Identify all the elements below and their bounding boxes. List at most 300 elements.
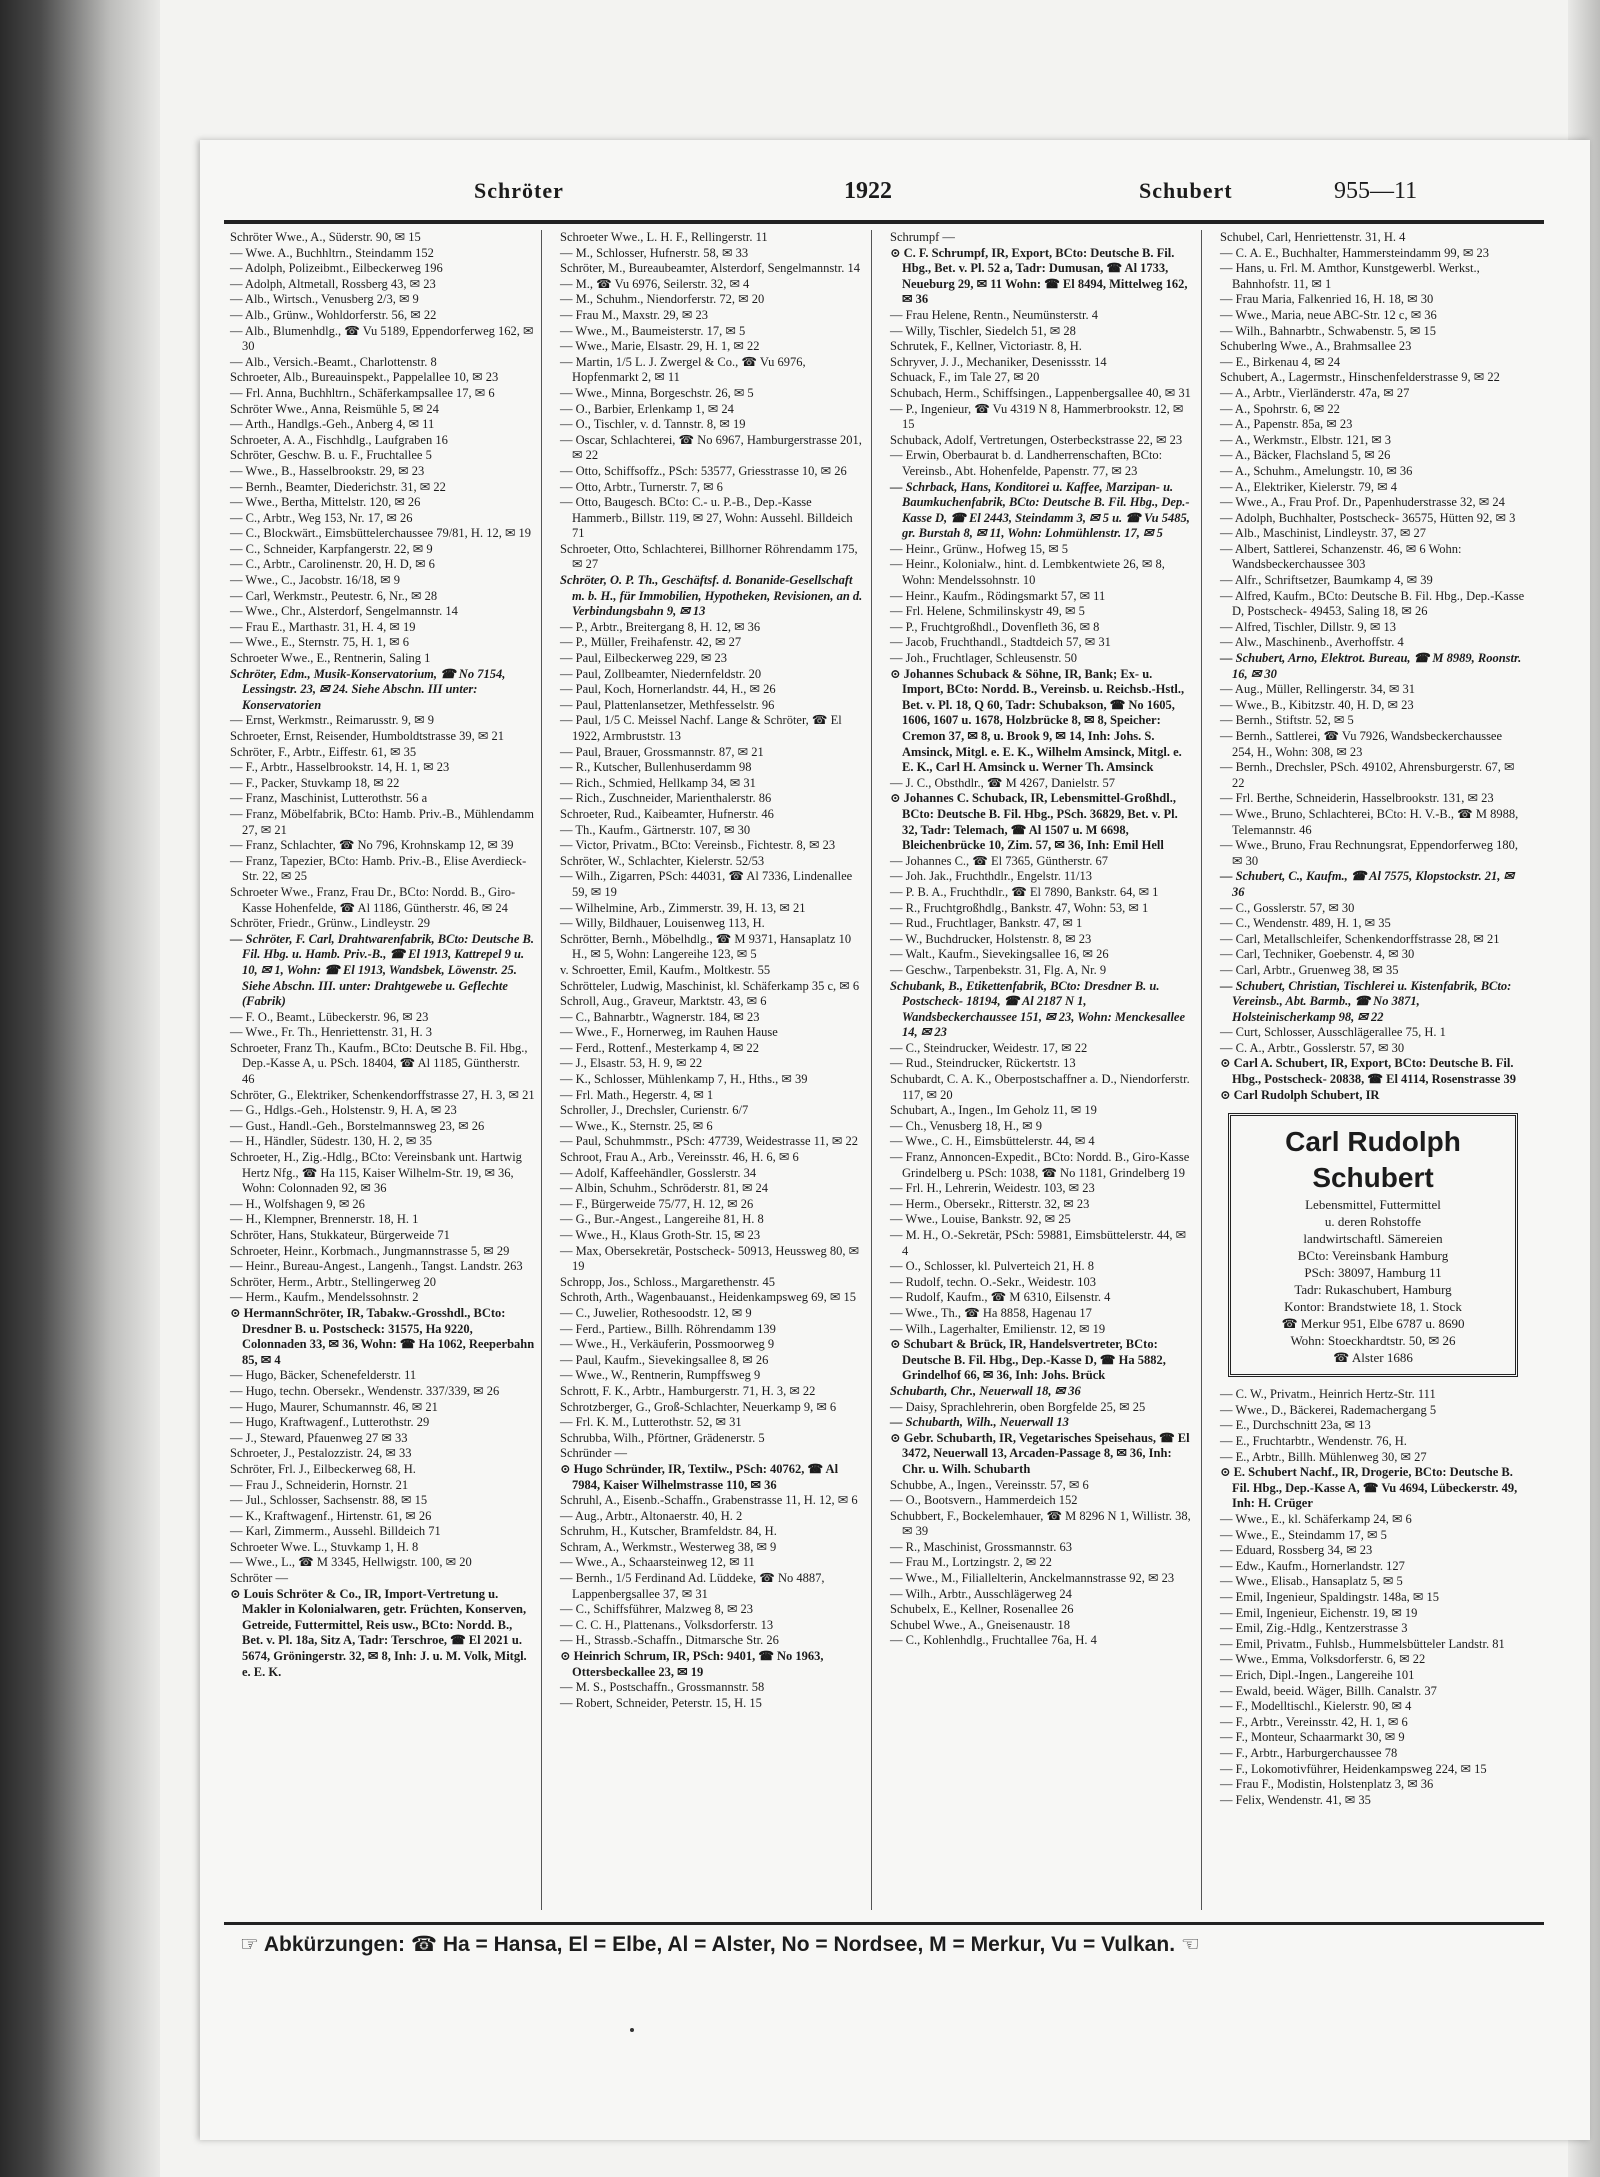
directory-entry: — Otto, Baugesch. BCto: C.- u. P.-B., Dep.-Kasse Hammerb., Billstr. 119, ✉ 27, Wohn: Aussehl. Billdeich 71	[560, 495, 853, 541]
directory-entry: — M., ☎ Vu 6976, Seilerstr. 32, ✉ 4	[560, 276, 750, 291]
directory-entry: — Rud., Fruchtlager, Bankstr. 47, ✉ 1	[890, 916, 1083, 931]
directory-entry: ⊙ Johannes Schuback & Söhne, IR, Bank; Ex- u. Import, BCto: Nordd. B., Vereinsb. u. Reichsb.-Hstl., Bet. v. Pl. 18, Q 60, Tadr: Schubakson, ☎ No 1605, 1606, 1607 u. 1678, Holzbrücke 8, ✉ 8, Speicher: Cremon 37, ✉ 8, u. Brook 9, ✉ 14, Inh: Johs. S. Amsinck, Mitgl. e. E. K., Wilhelm Amsinck, Mitgl. e. E. K., Carl H. Amsinck u. Werner Th. Amsinck	[890, 666, 1185, 775]
directory-entry: — Wwe., M., Filiallelterin, Anckelmannstrasse 92, ✉ 23	[890, 1571, 1175, 1586]
directory-entry: ⊙ HermannSchröter, IR, Tabakw.-Grosshdl., BCto: Dresdner B. u. Postscheck: 31575, Ha 9220, Colonnaden 33, ✉ 36, Wohn: ☎ Ha 1062, Reeperbahn 85, ✉ 4	[230, 1305, 535, 1367]
directory-entry: — W., Buchdrucker, Holstenstr. 8, ✉ 23	[890, 931, 1092, 946]
directory-entry: — Wwe., E., Steindamm 17, ✉ 5	[1220, 1527, 1387, 1542]
directory-entry: Schröter, Frl. J., Eilbeckerweg 68, H.	[230, 1461, 416, 1476]
directory-entry: — Ferd., Rottenf., Mesterkamp 4, ✉ 22	[560, 1040, 759, 1055]
directory-entry: — F., Arbtr., Harburgerchaussee 78	[1220, 1745, 1398, 1760]
directory-entry: — Frl. K. M., Lutterothstr. 52, ✉ 31	[560, 1415, 742, 1430]
directory-entry: — Wwe., Maria, neue ABC-Str. 12 c, ✉ 36	[1220, 307, 1437, 322]
directory-entry: — M., Schlosser, Hufnerstr. 58, ✉ 33	[560, 245, 749, 260]
directory-entry: — Alb., Maschinist, Lindleystr. 37, ✉ 27	[1220, 526, 1426, 541]
directory-entry: — H., Händler, Südestr. 130, H. 2, ✉ 35	[230, 1134, 432, 1149]
directory-entry: ⊙ Schubart & Brück, IR, Handelsvertreter, BCto: Deutsche B. Fil. Hbg., Dep.-Kasse D, ☎ Ha 5882, Grindelhof 66, ✉ 36, Inh: Johs. Brück	[890, 1337, 1166, 1383]
directory-entry: Schroeter Wwe., L. H. F., Rellingerstr. 11	[560, 230, 768, 244]
directory-entry: — Wwe., B., Kibitzstr. 40, H. D, ✉ 23	[1220, 697, 1414, 712]
directory-entry: — Carl, Metallschleifer, Schenkendorffstrasse 28, ✉ 21	[1220, 931, 1500, 946]
directory-page	[200, 140, 1590, 2140]
directory-entry: — M., Schuhm., Niendorferstr. 72, ✉ 20	[560, 292, 765, 307]
directory-entry: — Jacob, Fruchthandl., Stadtdeich 57, ✉ 31	[890, 635, 1111, 650]
directory-entry: Schröter, Herm., Arbtr., Stellingerweg 20	[230, 1274, 437, 1289]
column-4	[1214, 230, 1532, 1910]
directory-entry: — Wwe., Bruno, Schlachterei, BCto: H. V.-B., ☎ M 8988, Telemannstr. 46	[1220, 806, 1519, 837]
directory-entry: — Ewald, beeid. Wäger, Billh. Canalstr. 37	[1220, 1683, 1437, 1698]
directory-entry: Schroeter, Rud., Kaibeamter, Hufnerstr. 46	[560, 806, 774, 821]
advertisement-line: Kontor: Brandstwiete 18, 1. Stock	[1284, 1299, 1462, 1315]
directory-entry: — Frau J., Schneiderin, Hornstr. 21	[230, 1477, 409, 1492]
directory-entry: Schubbe, A., Ingen., Vereinsstr. 57, ✉ 6	[890, 1477, 1089, 1492]
directory-entry: — Martin, 1/5 L. J. Zwergel & Co., ☎ Vu 6976, Hopfenmarkt 2, ✉ 11	[560, 354, 806, 385]
directory-entry: — Alb., Versich.-Beamt., Charlottenstr. 8	[230, 354, 437, 369]
column-3	[884, 230, 1202, 1910]
directory-entry: — Wilh., Bahnarbtr., Schwabenstr. 5, ✉ 15	[1220, 323, 1436, 338]
directory-entry: — Emil, Ingenieur, Spaldingstr. 148a, ✉ 15	[1220, 1589, 1439, 1604]
directory-entry: — Max, Obersekretär, Postscheck- 50913, Heussweg 80, ✉ 19	[560, 1243, 860, 1274]
advertisement-line: ☎ Merkur 951, Elbe 6787 u. 8690	[1281, 1316, 1465, 1332]
directory-entry: — Robert, Schneider, Peterstr. 15, H. 15	[560, 1695, 762, 1710]
directory-entry: — O., Barbier, Erlenkamp 1, ✉ 24	[560, 401, 734, 416]
directory-entry: ⊙ Louis Schröter & Co., IR, Import-Vertretung u. Makler in Kolonialwaren, getr. Früchten, Konserven, Getreide, Futtermittel, Reis usw., BCto: Nordd. B., Bet. v. Pl. 18a, Sitz A, Tadr: Terschroe, ☎ El 2021 u. 5674, Gröningerstr. 32, ✉ 8, Inh: J. u. M. Volk, Mitgl. e. E. K.	[230, 1586, 527, 1679]
directory-entry: — C., Schneider, Karpfangerstr. 22, ✉ 9	[230, 541, 433, 556]
directory-entry: — Frau M., Lortzingstr. 2, ✉ 22	[890, 1555, 1052, 1570]
directory-entry: — Willy, Tischler, Siedelch 51, ✉ 28	[890, 323, 1076, 338]
advertisement-line: Lebensmittel, Futtermittel	[1305, 1197, 1441, 1213]
directory-entry: — J., Steward, Pfauenweg 27 ✉ 33	[230, 1430, 408, 1445]
directory-entry: — Wwe., D., Bäckerei, Rademachergang 5	[1220, 1402, 1437, 1417]
directory-entry: — A., Elektriker, Kielerstr. 79, ✉ 4	[1220, 479, 1397, 494]
directory-entry: — Wwe., Marie, Elsastr. 29, H. 1, ✉ 22	[560, 339, 760, 354]
directory-entry: — Bernh., 1/5 Ferdinand Ad. Lüddeke, ☎ No 4887, Lappenbergsallee 37, ✉ 31	[560, 1571, 825, 1601]
directory-entry: — F., Monteur, Schaarmarkt 30, ✉ 9	[1220, 1730, 1405, 1745]
directory-entry: Schröter, G., Elektriker, Schenkendorffstrasse 27, H. 3, ✉ 21	[230, 1087, 535, 1102]
directory-entry: — Heinr., Kaufm., Rödingsmarkt 57, ✉ 11	[890, 588, 1106, 603]
directory-entry: — Schubert, Christian, Tischlerei u. Kistenfabrik, BCto: Vereinsb., Abt. Barmb., ☎ No 3871, Holsteinischerkamp 98, ✉ 22	[1220, 978, 1512, 1024]
directory-entry: Schrutek, F., Kellner, Victoriastr. 8, H.	[890, 339, 1082, 354]
directory-entry: — H., Klempner, Brennerstr. 18, H. 1	[230, 1212, 419, 1227]
directory-entry: — Wwe., Elisab., Hansaplatz 5, ✉ 5	[1220, 1574, 1403, 1589]
directory-entry: — Rud., Steindrucker, Rückertstr. 13	[890, 1056, 1076, 1071]
directory-entry: — Wilh., Lagerhalter, Emilienstr. 12, ✉ 19	[890, 1321, 1106, 1336]
directory-entry: — Wwe., Bertha, Mittelstr. 120, ✉ 26	[230, 495, 421, 510]
directory-entry: — Adolph, Buchhalter, Postscheck- 36575, Hütten 92, ✉ 3	[1220, 510, 1516, 525]
directory-entry: — Adolph, Altmetall, Rossberg 43, ✉ 23	[230, 276, 436, 291]
directory-entry: Schubardt, C. A. K., Oberpostschaffner a. D., Niendorferstr. 117, ✉ 20	[890, 1072, 1190, 1102]
directory-entry: — Hugo, techn. Obersekr., Wendenstr. 337/339, ✉ 26	[230, 1383, 500, 1398]
directory-entry: Schröter, M., Bureaubeamter, Alsterdorf, Sengelmannstr. 14	[560, 261, 860, 276]
directory-entry: — Paul, Schuhmmstr., PSch: 47739, Weidestrasse 11, ✉ 22	[560, 1134, 859, 1149]
advertisement-title: Carl Rudolph Schubert	[1285, 1126, 1461, 1194]
directory-entry: Schroeter, Heinr., Korbmach., Jungmannstrasse 5, ✉ 29	[230, 1243, 510, 1258]
directory-entry: — Franz, Schlachter, ☎ No 796, Krohnskamp 12, ✉ 39	[230, 838, 514, 853]
directory-entry: — F., Bürgerweide 75/77, H. 12, ✉ 26	[560, 1196, 754, 1211]
directory-entry: — Emil, Privatm., Fuhlsb., Hummelsbütteler Landstr. 81	[1220, 1636, 1505, 1651]
directory-entry: ⊙ Hugo Schründer, IR, Textilw., PSch: 40762, ☎ Al 7984, Kaiser Wilhelmstrasse 110, ✉ 36	[560, 1461, 839, 1492]
directory-entry: — Wwe., W., Rentnerin, Rumpffsweg 9	[560, 1368, 761, 1383]
directory-entry: — O., Tischler, v. d. Tannstr. 8, ✉ 19	[560, 417, 746, 432]
directory-entry: — O., Schlosser, kl. Pulverteich 21, H. 8	[890, 1259, 1094, 1274]
directory-entry: Schroll, Aug., Graveur, Marktstr. 43, ✉ 6	[560, 994, 767, 1009]
directory-entry: — R., Kutscher, Bullenhuserdamm 98	[560, 760, 752, 775]
directory-entry: — J., Elsastr. 53, H. 9, ✉ 22	[560, 1056, 703, 1071]
directory-entry: — Schubarth, Wilh., Neuerwall 13	[890, 1415, 1069, 1430]
directory-entry: — M. H., O.-Sekretär, PSch: 59881, Eimsbüttelerstr. 44, ✉ 4	[890, 1228, 1187, 1258]
header-left-keyword: Schröter	[474, 178, 564, 203]
directory-entry: — Paul, Brauer, Grossmannstr. 87, ✉ 21	[560, 744, 764, 759]
directory-entry: — Wwe., E., Sternstr. 75, H. 1, ✉ 6	[230, 635, 409, 650]
directory-entry: — Frl. H., Lehrerin, Weidestr. 103, ✉ 23	[890, 1181, 1095, 1196]
directory-entry: — Alb., Grünw., Wohldorferstr. 56, ✉ 22	[230, 307, 437, 322]
directory-entry: — R., Fruchtgroßhdlg., Bankstr. 47, Wohn: 53, ✉ 1	[890, 900, 1149, 915]
directory-entry: — Erich, Dipl.-Ingen., Langereihe 101	[1220, 1667, 1415, 1682]
directory-entry: — Frau F., Modistin, Holstenplatz 3, ✉ 36	[1220, 1777, 1434, 1792]
directory-entry: ⊙ Gebr. Schubarth, IR, Vegetarisches Speisehaus, ☎ El 3472, Neuerwall 13, Arcaden-Passage 8, ✉ 36, Inh: Chr. u. Wilh. Schubarth	[890, 1430, 1190, 1476]
directory-entry: — Albert, Sattlerei, Schanzenstr. 46, ✉ 6 Wohn: Wandsbeckerchaussee 303	[1220, 541, 1462, 572]
directory-entry: — Wwe., A., Schaarsteinweg 12, ✉ 11	[560, 1555, 755, 1570]
directory-entry: Schroth, Arth., Wagenbauanst., Heidenkampsweg 69, ✉ 15	[560, 1290, 856, 1305]
directory-entry: — E., Arbtr., Billh. Mühlenweg 30, ✉ 27	[1220, 1449, 1427, 1464]
directory-entry: — Wwe., Bruno, Frau Rechnungsrat, Eppendorferweg 180, ✉ 30	[1220, 838, 1518, 868]
directory-entry: Schroeter, H., Zig.-Hdlg., BCto: Vereinsbank unt. Hartwig Hertz Nfg., ☎ Ha 115, Kaiser Wilhelm-Str. 19, ✉ 36, Wohn: Colonnaden 92, ✉ 36	[230, 1150, 522, 1196]
directory-entry: Schrotzberger, G., Groß-Schlachter, Neuerkamp 9, ✉ 6	[560, 1399, 837, 1414]
header-year: 1922	[844, 178, 892, 204]
header-right-keyword: Schubert	[1139, 178, 1233, 203]
directory-entry: — Paul, Plattenlansetzer, Methfesselstr. 96	[560, 697, 775, 712]
directory-entry: — Heinr., Grünw., Hofweg 15, ✉ 5	[890, 541, 1069, 556]
directory-entry: — F., Packer, Stuvkamp 18, ✉ 22	[230, 775, 400, 790]
directory-entry: — Ernst, Werkmstr., Reimarusstr. 9, ✉ 9	[230, 713, 435, 728]
directory-entry: — Paul, Zollbeamter, Niedernfeldstr. 20	[560, 666, 762, 681]
directory-entry: — Jul., Schlosser, Sachsenstr. 88, ✉ 15	[230, 1493, 428, 1508]
directory-entry: Schröter —	[230, 1571, 288, 1586]
page-number: 955—11	[1334, 178, 1418, 204]
directory-entry: Schroeter, Franz Th., Kaufm., BCto: Deutsche B. Fil. Hbg., Dep.-Kasse A, u. PSch. 18404, ☎ Al 1185, Güntherstr. 46	[230, 1040, 528, 1087]
directory-entry: — Arth., Handlgs.-Geh., Anberg 4, ✉ 11	[230, 417, 435, 432]
directory-entry: ⊙ E. Schubert Nachf., IR, Drogerie, BCto: Deutsche B. Fil. Hbg., Dep.-Kasse A, ☎ Vu 4694, Lübeckerstr. 49, Inh: H. Crüger	[1220, 1465, 1518, 1511]
directory-entry: — Franz, Maschinist, Lutterothstr. 56 a	[230, 791, 428, 806]
directory-entry: — Joh., Fruchtlager, Schleusenstr. 50	[890, 651, 1077, 666]
directory-entry: — P., Müller, Freihafenstr. 42, ✉ 27	[560, 635, 742, 650]
directory-entry: — Willy, Bildhauer, Louisenweg 113, H.	[560, 916, 765, 931]
directory-entry: — Walt., Kaufm., Sievekingsallee 16, ✉ 26	[890, 947, 1109, 962]
directory-entry: — Wwe., L., ☎ M 3345, Hellwigstr. 100, ✉ 20	[230, 1555, 472, 1570]
directory-entry: — C., Gosslerstr. 57, ✉ 30	[1220, 900, 1355, 915]
directory-entry: — Oscar, Schlachterei, ☎ No 6967, Hamburgerstrasse 201, ✉ 22	[560, 432, 862, 463]
directory-entry: — E., Fruchtarbtr., Wendenstr. 76, H.	[1220, 1434, 1407, 1449]
directory-entry: — H., Wolfshagen 9, ✉ 26	[230, 1196, 365, 1211]
directory-entry: Schubel, Carl, Henriettenstr. 31, H. 4	[1220, 230, 1406, 244]
directory-entry: — R., Maschinist, Grossmannstr. 63	[890, 1539, 1072, 1554]
directory-entry: — C., Arbtr., Weg 153, Nr. 17, ✉ 26	[230, 510, 413, 525]
directory-entry: Schroller, J., Drechsler, Curienstr. 6/7	[560, 1103, 749, 1118]
directory-entry: — Alfr., Schriftsetzer, Baumkamp 4, ✉ 39	[1220, 573, 1433, 588]
directory-entry: Schröter, Hans, Stukkateur, Bürgerweide 71	[230, 1228, 450, 1242]
directory-entry: — P., Fruchtgroßhdl., Dovenfleth 36, ✉ 8	[890, 619, 1100, 634]
directory-entry: — Wwe., Minna, Borgeschstr. 26, ✉ 5	[560, 385, 754, 400]
footer-rule	[224, 1922, 1544, 1925]
advertisement-line: ☎ Alster 1686	[1333, 1350, 1413, 1366]
directory-entry: Schröter, Edm., Musik-Konservatorium, ☎ No 7154, Lessingstr. 23, ✉ 24. Siehe Abschn. III unter: Konservatorien	[230, 666, 506, 712]
directory-entry: — C., Steindrucker, Weidestr. 17, ✉ 22	[890, 1040, 1088, 1055]
directory-entry: — Wwe. A., Buchhltrn., Steindamm 152	[230, 245, 434, 260]
directory-entry: — Wwe., Th., ☎ Ha 8858, Hagenau 17	[890, 1305, 1092, 1320]
directory-entry: — Emil, Ingenieur, Eichenstr. 19, ✉ 19	[1220, 1605, 1418, 1620]
directory-entry: — Herm., Obersekr., Ritterstr. 32, ✉ 23	[890, 1196, 1090, 1211]
directory-entry: — Frl. Berthe, Schneiderin, Hasselbrookstr. 131, ✉ 23	[1220, 791, 1494, 806]
directory-entry: — C., Arbtr., Carolinenstr. 20, H. D, ✉ 6	[230, 557, 435, 572]
directory-entry: — Wilh., Zigarren, PSch: 44031, ☎ Al 7336, Lindenallee 59, ✉ 19	[560, 869, 853, 899]
directory-columns	[224, 230, 1544, 1910]
directory-entry: — A., Spohrstr. 6, ✉ 22	[1220, 401, 1340, 416]
scan-speck	[630, 2028, 634, 2032]
directory-entry: — C. W., Privatm., Heinrich Hertz-Str. 111	[1220, 1387, 1436, 1402]
directory-entry: — P., Arbtr., Breitergang 8, H. 12, ✉ 36	[560, 619, 761, 634]
page-header	[224, 178, 1554, 222]
directory-entry: Schrubba, Wilh., Pförtner, Grädenerstr. 5	[560, 1430, 765, 1445]
directory-entry: — A., Bäcker, Flachsland 5, ✉ 26	[1220, 448, 1391, 463]
directory-entry: — Bernh., Beamter, Diederichstr. 31, ✉ 22	[230, 479, 446, 494]
directory-entry: — Alfred, Kaufm., BCto: Deutsche B. Fil. Hbg., Dep.-Kasse D, Postscheck- 49453, Saling 18, ✉ 26	[1220, 588, 1525, 619]
directory-entry: Schroeter, J., Pestalozzistr. 24, ✉ 33	[230, 1446, 412, 1461]
directory-entry: — Paul, Eilbeckerweg 229, ✉ 23	[560, 651, 728, 666]
directory-entry: Schuberlng Wwe., A., Brahmsallee 23	[1220, 339, 1412, 354]
directory-entry: — Erwin, Oberbaurat b. d. Landherrenschaften, BCto: Vereinsb., Abt. Hohenfelde, Papenstr. 77, ✉ 23	[890, 448, 1163, 478]
column-1	[224, 230, 542, 1910]
advertisement-line: landwirtschaftl. Sämereien	[1303, 1231, 1443, 1247]
directory-entry: Schruhm, H., Kutscher, Bramfeldstr. 84, H.	[560, 1524, 777, 1539]
directory-entry: — Alw., Maschinenb., Averhoffstr. 4	[1220, 635, 1404, 650]
directory-entry: v. Schroetter, Emil, Kaufm., Moltkestr. 55	[560, 962, 771, 977]
directory-entry: — Eduard, Rossberg 34, ✉ 23	[1220, 1543, 1373, 1558]
directory-entry: — Wwe., K., Sternstr. 25, ✉ 6	[560, 1118, 713, 1133]
directory-entry: — Rich., Schmied, Hellkamp 34, ✉ 31	[560, 775, 756, 790]
directory-entry: — Alb., Blumenhdlg., ☎ Vu 5189, Eppendorferweg 162, ✉ 30	[230, 323, 534, 354]
directory-entry: — C., Blockwärt., Eimsbüttelerchaussee 79/81, H. 12, ✉ 19	[230, 526, 532, 541]
directory-entry: Schroeter Wwe. L., Stuvkamp 1, H. 8	[230, 1539, 419, 1554]
directory-entry: Schuback, Adolf, Vertretungen, Osterbeckstrasse 22, ✉ 23	[890, 432, 1183, 447]
directory-entry: Schubank, B., Etikettenfabrik, BCto: Dresdner B. u. Postscheck- 18194, ☎ Al 2187 N 1, Wandsbeckerchaussee 151, ✉ 23, Wohn: Menckesallee 14, ✉ 23	[890, 978, 1186, 1040]
directory-entry: Schroeter Wwe., E., Rentnerin, Saling 1	[230, 651, 431, 666]
directory-entry: — C. A., Arbtr., Gosslerstr. 57, ✉ 30	[1220, 1040, 1405, 1055]
directory-entry: — Wwe., Chr., Alsterdorf, Sengelmannstr. 14	[230, 604, 458, 619]
directory-entry: — J. C., Obsthdlr., ☎ M 4267, Danielstr. 57	[890, 775, 1115, 790]
directory-entry: — Frau Helene, Rentn., Neumünsterstr. 4	[890, 307, 1098, 322]
directory-entry: Schrumpf —	[890, 230, 955, 244]
header-rule	[224, 220, 1544, 224]
directory-entry: — Schubert, C., Kaufm., ☎ Al 7575, Klopstockstr. 21, ✉ 36	[1220, 869, 1515, 899]
directory-entry: — Otto, Arbtr., Turnerstr. 7, ✉ 6	[560, 479, 723, 494]
directory-entry: Schröter, Friedr., Grünw., Lindleystr. 29	[230, 916, 431, 931]
directory-entry: — C., Wendenstr. 489, H. 1, ✉ 35	[1220, 916, 1391, 931]
directory-entry: — Aug., Müller, Rellingerstr. 34, ✉ 31	[1220, 682, 1416, 697]
directory-entry: — Bernh., Drechsler, PSch. 49102, Ahrensburgerstr. 67, ✉ 22	[1220, 760, 1515, 790]
directory-entry: — Frau M., Maxstr. 29, ✉ 23	[560, 307, 708, 322]
directory-entry: Schubart, A., Ingen., Im Geholz 11, ✉ 19	[890, 1103, 1097, 1118]
directory-entry: Schroot, Frau A., Arb., Vereinsstr. 46, H. 6, ✉ 6	[560, 1150, 799, 1165]
directory-entry: — Rudolf, techn. O.-Sekr., Weidestr. 103	[890, 1274, 1097, 1289]
directory-entry: — K., Kraftwagenf., Hirtenstr. 61, ✉ 26	[230, 1508, 432, 1523]
directory-entry: — Wwe., H., Verkäuferin, Possmoorweg 9	[560, 1337, 775, 1352]
directory-entry: — Karl, Zimmerm., Aussehl. Billdeich 71	[230, 1524, 441, 1539]
directory-entry: — Wwe., Louise, Bankstr. 92, ✉ 25	[890, 1212, 1071, 1227]
directory-entry: — A., Papenstr. 85a, ✉ 23	[1220, 417, 1353, 432]
directory-entry: — Adolph, Polizeibmt., Eilbeckerweg 196	[230, 261, 443, 276]
directory-entry: — Alb., Wirtsch., Venusberg 2/3, ✉ 9	[230, 292, 419, 307]
directory-entry: — Felix, Wendenstr. 41, ✉ 35	[1220, 1792, 1371, 1807]
directory-entry: Schröter Wwe., A., Süderstr. 90, ✉ 15	[230, 230, 421, 244]
directory-entry: — Wwe., E., kl. Schäferkamp 24, ✉ 6	[1220, 1512, 1412, 1526]
directory-entry: Schroeter Wwe., Franz, Frau Dr., BCto: Nordd. B., Giro-Kasse Hohenfelde, ☎ Al 1186, Güntherstr. 46, ✉ 24	[230, 884, 516, 915]
directory-entry: — Rich., Zuschneider, Marienthalerstr. 86	[560, 791, 772, 806]
directory-entry: — Wwe., M., Baumeisterstr. 17, ✉ 5	[560, 323, 746, 338]
directory-entry: — Johannes C., ☎ El 7365, Güntherstr. 67	[890, 853, 1108, 868]
directory-entry: — Hans, u. Frl. M. Amthor, Kunstgewerbl. Werkst., Bahnhofstr. 11, ✉ 1	[1220, 261, 1480, 291]
directory-entry: Schruhl, A., Eisenb.-Schaffn., Grabenstrasse 11, H. 12, ✉ 6	[560, 1493, 858, 1508]
directory-entry: Schrott, F. K., Arbtr., Hamburgerstr. 71, H. 3, ✉ 22	[560, 1383, 816, 1398]
directory-entry: — Heinr., Bureau-Angest., Langenh., Tangst. Landstr. 263	[230, 1259, 523, 1274]
directory-entry: — Frl. Math., Hegerstr. 4, ✉ 1	[560, 1087, 714, 1102]
directory-entry: — Rudolf, Kaufm., ☎ M 6310, Eilsenstr. 4	[890, 1290, 1111, 1305]
directory-entry: — Geschw., Tarpenbekstr. 31, Flg. A, Nr. 9	[890, 962, 1107, 977]
directory-entry: — C., Juwelier, Rothesoodstr. 12, ✉ 9	[560, 1305, 752, 1320]
directory-entry: — Wwe., B., Hasselbrookstr. 29, ✉ 23	[230, 463, 425, 478]
directory-entry: — F., Modelltischl., Kielerstr. 90, ✉ 4	[1220, 1699, 1412, 1714]
directory-entry: Schroeter, Alb., Bureauinspekt., Pappelallee 10, ✉ 23	[230, 370, 499, 385]
directory-entry: Schröter Wwe., Anna, Reismühle 5, ✉ 24	[230, 401, 439, 416]
directory-entry: — M. S., Postschaffn., Grossmannstr. 58	[560, 1680, 765, 1695]
directory-entry: — Heinr., Kolonialw., hint. d. Lembkentwiete 26, ✉ 8, Wohn: Mendelssohnstr. 10	[890, 557, 1165, 588]
directory-entry: — Carl, Techniker, Goebenstr. 4, ✉ 30	[1220, 947, 1415, 962]
directory-entry: — Wwe., Fr. Th., Henriettenstr. 31, H. 3	[230, 1025, 432, 1040]
directory-entry: — E., Birkenau 4, ✉ 24	[1220, 354, 1341, 369]
directory-entry: — Wwe., A., Frau Prof. Dr., Papenhuderstrasse 32, ✉ 24	[1220, 495, 1505, 510]
directory-entry: Schubelx, E., Kellner, Rosenallee 26	[890, 1602, 1074, 1617]
directory-entry: — A., Werkmstr., Elbstr. 121, ✉ 3	[1220, 432, 1392, 447]
directory-entry: — Aug., Arbtr., Altonaerstr. 40, H. 2	[560, 1508, 743, 1523]
directory-entry: — Otto, Schiffsoffz., PSch: 53577, Griesstrasse 10, ✉ 26	[560, 463, 847, 478]
directory-entry: — Ch., Venusberg 18, H., ✉ 9	[890, 1118, 1043, 1133]
directory-entry: — K., Schlosser, Mühlenkamp 7, H., Hths., ✉ 39	[560, 1072, 808, 1087]
advertisement-line: Wohn: Stoeckhardtstr. 50, ✉ 26	[1290, 1333, 1456, 1349]
directory-entry: — Frl. Helene, Schmilinskystr 49, ✉ 5	[890, 604, 1085, 619]
directory-entry: — Frl. Anna, Buchhltrn., Schäferkampsallee 17, ✉ 6	[230, 385, 495, 400]
directory-entry: Schubert, A., Lagermstr., Hinschenfelderstrasse 9, ✉ 22	[1220, 370, 1500, 385]
column-2	[554, 230, 872, 1910]
directory-entry: Schroeter, A. A., Fischhdlg., Laufgraben 16	[230, 432, 448, 447]
directory-entry: — Franz, Möbelfabrik, BCto: Hamb. Priv.-B., Mühlendamm 27, ✉ 21	[230, 806, 535, 837]
directory-entry: — C., Kohlenhdlg., Fruchtallee 76a, H. 4	[890, 1633, 1097, 1648]
directory-entry: — Edw., Kaufm., Hornerlandstr. 127	[1220, 1558, 1405, 1573]
directory-entry: — Bernh., Stiftstr. 52, ✉ 5	[1220, 713, 1354, 728]
directory-entry: — F. O., Beamt., Lübeckerstr. 96, ✉ 23	[230, 1009, 429, 1024]
directory-entry: Schröter, F., Arbtr., Eiffestr. 61, ✉ 35	[230, 744, 417, 759]
directory-entry: Schubbert, F., Bockelemhauer, ☎ M 8296 N 1, Willistr. 38, ✉ 39	[890, 1508, 1191, 1539]
directory-entry: Schrötteler, Ludwig, Maschinist, kl. Schäferkamp 35 c, ✉ 6	[560, 978, 860, 993]
directory-entry: ⊙ Johannes C. Schuback, IR, Lebensmittel-Großhdl., BCto: Deutsche B. Fil. Hbg., PSch. 36829, Bet. v. Pl. 32, Tadr: Telemach, ☎ Al 1507 u. M 6698, Bleichenbrücke 10, Zim. 57, ✉ 36, Inh: Emil Hell	[890, 791, 1178, 853]
directory-entry: — Carl, Arbtr., Gruenweg 38, ✉ 35	[1220, 962, 1399, 977]
directory-entry: Schropp, Jos., Schloss., Margarethenstr. 45	[560, 1274, 776, 1289]
directory-entry: Schroeter, Otto, Schlachterei, Billhorner Röhrendamm 175, ✉ 27	[560, 541, 858, 572]
directory-entry: — Paul, 1/5 C. Meissel Nachf. Lange & Schröter, ☎ El 1922, Armbruststr. 13	[560, 713, 842, 743]
directory-entry: — Hugo, Maurer, Schumannstr. 46, ✉ 21	[230, 1399, 438, 1414]
directory-entry: — E., Durchschnitt 23a, ✉ 13	[1220, 1418, 1371, 1433]
advertisement-box	[1228, 1113, 1518, 1377]
directory-entry: — Wilhelmine, Arb., Zimmerstr. 39, H. 13, ✉ 21	[560, 900, 806, 915]
directory-entry: Schröter, W., Schlachter, Kielerstr. 52/53	[560, 853, 765, 868]
directory-entry: Schubarth, Chr., Neuerwall 18, ✉ 36	[890, 1383, 1081, 1398]
scan-border-left	[0, 0, 160, 2177]
directory-entry: — Franz, Annoncen-Expedit., BCto: Nordd. B., Giro-Kasse Grindelberg u. PSch: 1038, ☎ No 1181, Grindelberg 19	[890, 1150, 1190, 1180]
directory-entry: — Joh. Jak., Fruchthdlr., Engelstr. 11/13	[890, 869, 1092, 884]
directory-entry: — Wwe., C., Jacobstr. 16/18, ✉ 9	[230, 573, 400, 588]
directory-entry: — Paul, Kaufm., Sievekingsallee 8, ✉ 26	[560, 1352, 769, 1367]
directory-entry: — Wilh., Arbtr., Ausschlägerweg 24	[890, 1586, 1072, 1601]
directory-entry: — Alfred, Tischler, Dillstr. 9, ✉ 13	[1220, 619, 1396, 634]
directory-entry: — G., Hdlgs.-Geh., Holstenstr. 9, H. A, ✉ 23	[230, 1103, 457, 1118]
directory-entry: — Herm., Kaufm., Mendelssohnstr. 2	[230, 1290, 419, 1305]
directory-entry: — Paul, Koch, Hornerlandstr. 44, H., ✉ 26	[560, 682, 776, 697]
directory-entry: — C. A. E., Buchhalter, Hammersteindamm 99, ✉ 23	[1220, 245, 1489, 260]
directory-entry: — C., Schiffsführer, Malzweg 8, ✉ 23	[560, 1602, 754, 1617]
directory-entry: Schuack, F., im Tale 27, ✉ 20	[890, 370, 1040, 385]
directory-entry: Schründer —	[560, 1446, 627, 1461]
directory-entry: — Frau Maria, Falkenried 16, H. 18, ✉ 30	[1220, 292, 1434, 307]
directory-entry: — O., Bootsvern., Hammerdeich 152	[890, 1493, 1078, 1508]
directory-entry: Schrötter, Bernh., Möbelhdlg., ☎ M 9371, Hansaplatz 10 H., ✉ 5, Wohn: Langereihe 123, ✉ 5	[560, 931, 852, 962]
directory-entry: — H., Strassb.-Schaffn., Ditmarsche Str. 26	[560, 1633, 779, 1648]
advertisement-line: Tadr: Rukaschubert, Hamburg	[1294, 1282, 1452, 1298]
directory-entry: — Daisy, Sprachlehrerin, oben Borgfelde 25, ✉ 25	[890, 1399, 1146, 1414]
directory-entry: — F., Arbtr., Vereinsstr. 42, H. 1, ✉ 6	[1220, 1714, 1408, 1729]
directory-entry: Schram, A., Werkmstr., Westerweg 38, ✉ 9	[560, 1539, 777, 1554]
directory-entry: — Ferd., Partiew., Billh. Röhrendamm 139	[560, 1321, 776, 1336]
directory-entry: ⊙ Heinrich Schrum, IR, PSch: 9401, ☎ No 1963, Ottersbeckallee 23, ✉ 19	[560, 1649, 824, 1679]
directory-entry: — Curt, Schlosser, Ausschlägerallee 75, H. 1	[1220, 1025, 1446, 1040]
directory-entry: — Hugo, Kraftwagenf., Lutterothstr. 29	[230, 1415, 430, 1430]
directory-entry: — Franz, Tapezier, BCto: Hamb. Priv.-B., Elise Averdieck-Str. 22, ✉ 25	[230, 853, 527, 884]
directory-entry: — Schubert, Arno, Elektrot. Bureau, ☎ M 8989, Roonstr. 16, ✉ 30	[1220, 651, 1522, 681]
advertisement-line: u. deren Rohstoffe	[1324, 1214, 1422, 1230]
directory-entry: — Gust., Handl.-Geh., Borstelmannsweg 23, ✉ 26	[230, 1118, 485, 1133]
directory-entry: — Wwe., H., Klaus Groth-Str. 15, ✉ 23	[560, 1228, 761, 1242]
directory-entry: ⊙ Carl Rudolph Schubert, IR	[1220, 1087, 1380, 1102]
directory-entry: — Th., Kaufm., Gärtnerstr. 107, ✉ 30	[560, 822, 751, 837]
directory-entry: — Schröter, F. Carl, Drahtwarenfabrik, BCto: Deutsche B. Fil. Hbg. u. Hamb. Priv.-B., ☎ El 1913, Kattrepel 9 u. 10, ✉ 1, Wohn: ☎ El 1913, Wandsbek, Löwenstr. 25. Siehe Abschn. III. unter: Drahtgewebe u. Geflechte (Fabrik)	[230, 931, 534, 1009]
directory-entry: — G., Bur.-Angest., Langereihe 81, H. 8	[560, 1212, 764, 1227]
directory-entry: — Carl, Werkmstr., Peutestr. 6, Nr., ✉ 28	[230, 588, 438, 603]
advertisement-line: BCto: Vereinsbank Hamburg	[1297, 1248, 1449, 1264]
directory-entry: — Hugo, Bäcker, Schenefelderstr. 11	[230, 1368, 417, 1383]
directory-entry: — Wwe., C. H., Eimsbüttelerstr. 44, ✉ 4	[890, 1134, 1095, 1149]
abbreviations-footer: ☞ Abkürzungen: ☎ Ha = Hansa, El = Elbe, Al = Alster, No = Nordsee, M = Merkur, Vu = Vulkan. ☜	[240, 1933, 1200, 1956]
directory-entry: — F., Lokomotivführer, Heidenkampsweg 224, ✉ 15	[1220, 1761, 1487, 1776]
directory-entry: — C., Bahnarbtr., Wagnerstr. 184, ✉ 23	[560, 1009, 760, 1024]
directory-entry: — P., Ingenieur, ☎ Vu 4319 N 8, Hammerbrookstr. 12, ✉ 15	[890, 401, 1184, 432]
directory-entry: — Victor, Privatm., BCto: Vereinsb., Fichtestr. 8, ✉ 23	[560, 838, 836, 853]
directory-entry: ⊙ C. F. Schrumpf, IR, Export, BCto: Deutsche B. Fil. Hbg., Bet. v. Pl. 52 a, Tadr: Dumusan, ☎ Al 1733, Neueburg 29, ✉ 11 Wohn: ☎ El 8494, Mittelweg 162, ✉ 36	[890, 245, 1188, 307]
directory-entry: Schryver, J. J., Mechaniker, Desenissstr. 14	[890, 354, 1107, 369]
directory-entry: — Wwe., Emma, Volksdorferstr. 6, ✉ 22	[1220, 1652, 1426, 1667]
directory-entry: — A., Schuhm., Amelungstr. 10, ✉ 36	[1220, 463, 1413, 478]
directory-entry: — Schrback, Hans, Konditorei u. Kaffee, Marzipan- u. Baumkuchenfabrik, BCto: Deutsche B. Fil. Hbg., Dep.-Kasse D, ☎ El 2443, Steindamm 3, ✉ 5 u. ☎ Vu 5485, gr. Burstah 8, ✉ 11, Wohn: Lohmühlenstr. 17, ✉ 5	[890, 479, 1190, 541]
directory-entry: — Wwe., F., Hornerweg, im Rauhen Hause	[560, 1025, 778, 1040]
directory-entry: — C. C. H., Plattenans., Volksdorferstr. 13	[560, 1617, 774, 1632]
directory-entry: — Bernh., Sattlerei, ☎ Vu 7926, Wandsbeckerchaussee 254, H., Wohn: 308, ✉ 23	[1220, 729, 1503, 759]
directory-entry: Schröter, Geschw. B. u. F., Fruchtallee 5	[230, 448, 432, 463]
directory-entry: — Adolf, Kaffeehändler, Gosslerstr. 34	[560, 1165, 757, 1180]
directory-entry: ⊙ Carl A. Schubert, IR, Export, BCto: Deutsche B. Fil. Hbg., Postscheck- 20838, ☎ El 4114, Rosenstrasse 39	[1220, 1056, 1516, 1087]
